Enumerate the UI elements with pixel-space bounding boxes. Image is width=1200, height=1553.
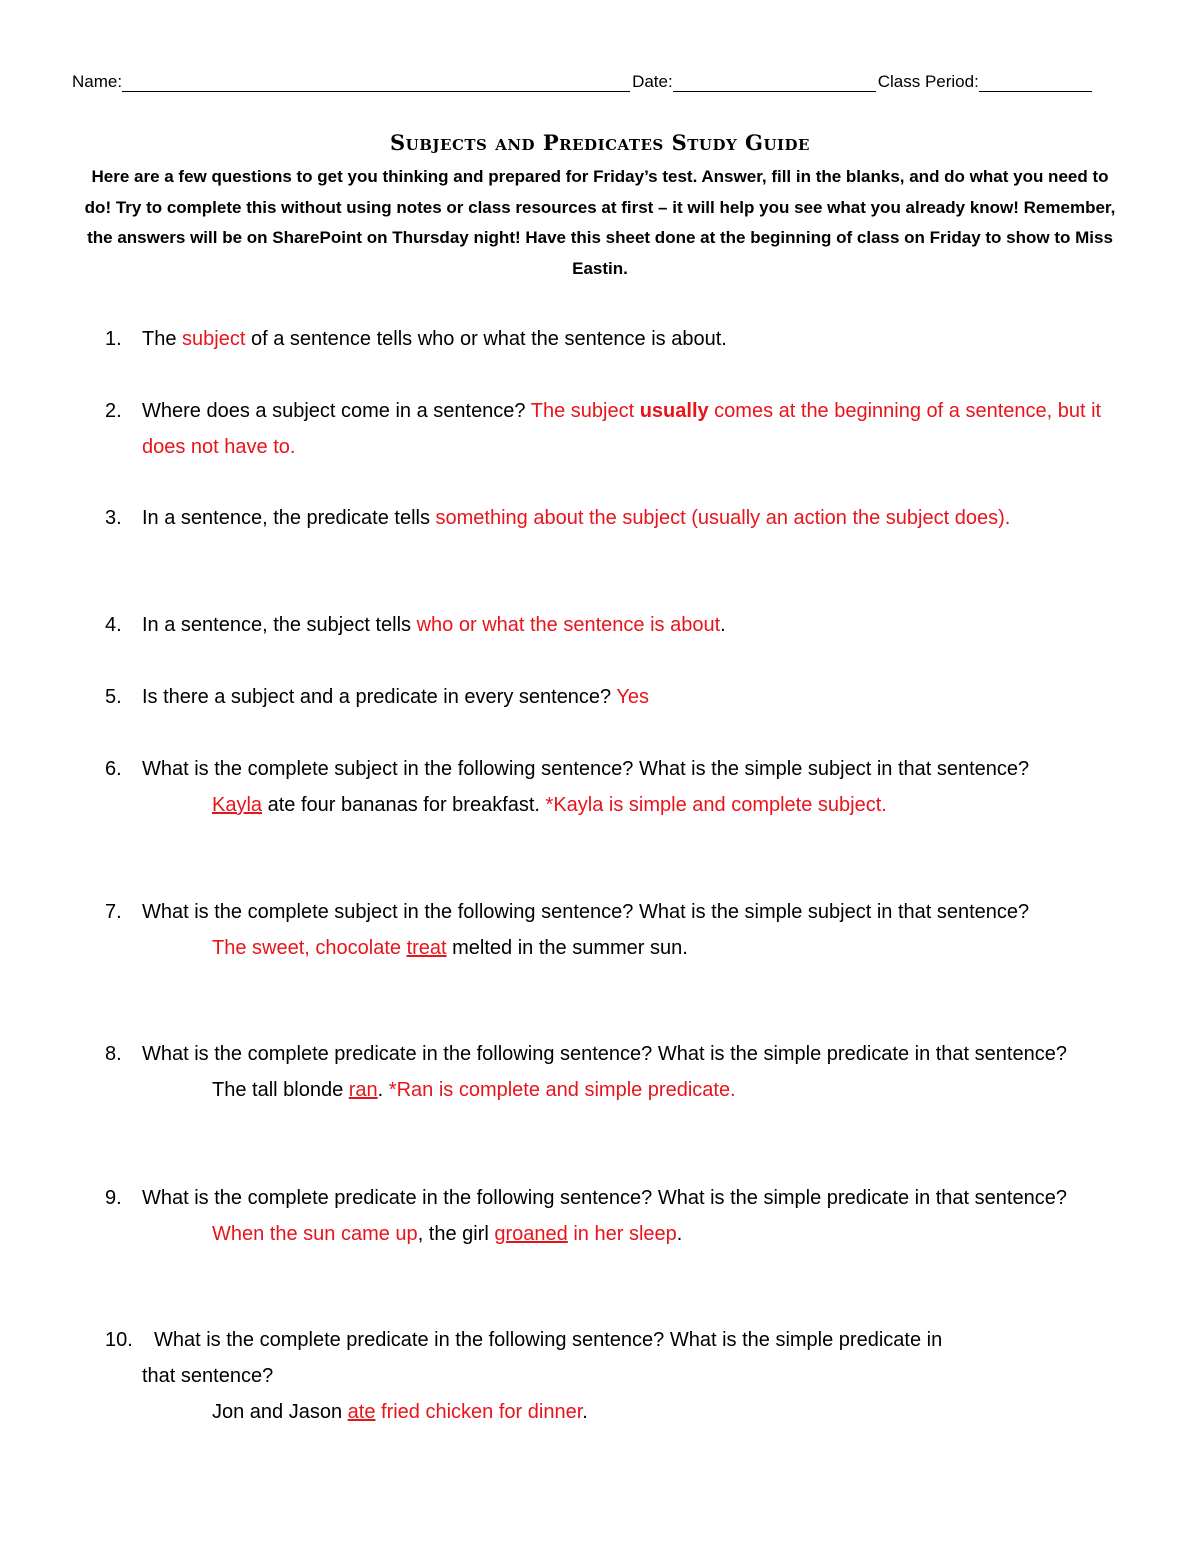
question-number: 5. [105, 686, 122, 708]
simple-predicate: groaned [494, 1223, 568, 1245]
question-text-continued: that sentence? [142, 1365, 274, 1387]
question-text: In a sentence, the predicate tells [142, 507, 436, 529]
question-text: The [142, 328, 183, 350]
date-field-line[interactable] [673, 73, 876, 92]
class-period-field-line[interactable] [979, 73, 1092, 92]
question-7 [105, 894, 1135, 966]
answer-text: Yes [616, 686, 650, 708]
complete-subject: The sweet, chocolate [212, 937, 407, 959]
question-number: 9. [105, 1187, 122, 1209]
sentence-text: . [582, 1401, 588, 1423]
question-number: 6. [105, 758, 122, 780]
simple-subject: Kayla [212, 794, 263, 816]
question-5 [105, 679, 1135, 715]
question-1 [105, 321, 1135, 357]
answer-text: comes at the beginning of a sentence, but it does not have to. [142, 400, 1102, 458]
answer-text: something about the subject (usually an action the subject does). [435, 507, 1011, 529]
example-sentence [212, 1216, 1135, 1252]
question-2 [105, 393, 1135, 465]
name-label: Name: [72, 72, 123, 91]
question-6 [105, 751, 1135, 823]
example-sentence [212, 787, 1135, 823]
answer-emphasis: usually [639, 400, 709, 422]
question-text: Where does a subject come in a sentence? [142, 400, 531, 422]
question-number: 1. [105, 328, 122, 350]
question-text: What is the complete predicate in the following sentence? What is the simple predicate in that sentence? [142, 1043, 1067, 1065]
example-sentence [212, 930, 1135, 966]
complete-predicate-part: in her sleep [567, 1223, 677, 1245]
simple-predicate: ran [348, 1079, 378, 1101]
intro-paragraph: Here are a few questions to get you thinking and prepared for Friday’s test. Answer, fill in the blanks, and do what you need to do! Try to complete this without using notes or class resources at first – it will help you see what you already know! Remember, the answers will be on SharePoint on Thursday night! Have this sheet done at the beginning of class on Friday to show to Miss Eastin. [84, 167, 1116, 278]
question-number: 4. [105, 614, 122, 636]
answer-note: *Kayla is simple and complete subject. [545, 794, 887, 816]
date-label: Date: [632, 72, 673, 91]
question-text: What is the complete predicate in the following sentence? What is the simple predicate in that sentence? [142, 1187, 1067, 1209]
complete-predicate-part: fried chicken for dinner [375, 1401, 583, 1423]
answer-text: who or what the sentence is about [416, 614, 721, 636]
question-10 [105, 1322, 1135, 1430]
question-text: In a sentence, the subject tells [142, 614, 417, 636]
question-text: Is there a subject and a predicate in every sentence? [142, 686, 617, 708]
sentence-text: melted in the summer sun. [446, 937, 688, 959]
class-period-label: Class Period: [877, 72, 979, 91]
question-text: . [720, 614, 726, 636]
sentence-text: . [676, 1223, 683, 1245]
simple-subject: treat [406, 937, 447, 959]
sentence-text: , the girl [417, 1223, 495, 1245]
header-fields [72, 72, 1128, 92]
answer-text: The subject [530, 400, 640, 422]
page-title: Subjects and Predicates Study Guide [390, 130, 810, 155]
question-number: 10. [105, 1329, 133, 1351]
question-number: 8. [105, 1043, 122, 1065]
question-text: What is the complete predicate in the following sentence? What is the simple predicate in [154, 1329, 943, 1351]
answer-text: subject [182, 328, 246, 350]
example-sentence [212, 1394, 1135, 1430]
question-3 [105, 500, 1135, 536]
question-text: What is the complete subject in the following sentence? What is the simple subject in that sentence? [142, 758, 1030, 780]
simple-predicate: ate [347, 1401, 376, 1423]
question-number: 7. [105, 901, 122, 923]
sentence-text: ate four bananas for breakfast. [262, 794, 546, 816]
question-8 [105, 1036, 1135, 1108]
question-text: of a sentence tells who or what the sentence is about. [245, 328, 727, 350]
complete-predicate-part: When the sun came up [212, 1223, 418, 1245]
question-text: What is the complete subject in the following sentence? What is the simple subject in that sentence? [142, 901, 1030, 923]
sentence-text: Jon and Jason [212, 1401, 348, 1423]
example-sentence [212, 1072, 1135, 1108]
question-number: 3. [105, 507, 122, 529]
question-4 [105, 607, 1135, 643]
name-field-line[interactable] [122, 73, 630, 92]
question-9 [105, 1180, 1135, 1252]
answer-note: *Ran is complete and simple predicate. [388, 1079, 736, 1101]
sentence-text: The tall blonde [212, 1079, 349, 1101]
question-number: 2. [105, 400, 122, 422]
sentence-text: . [377, 1079, 389, 1101]
